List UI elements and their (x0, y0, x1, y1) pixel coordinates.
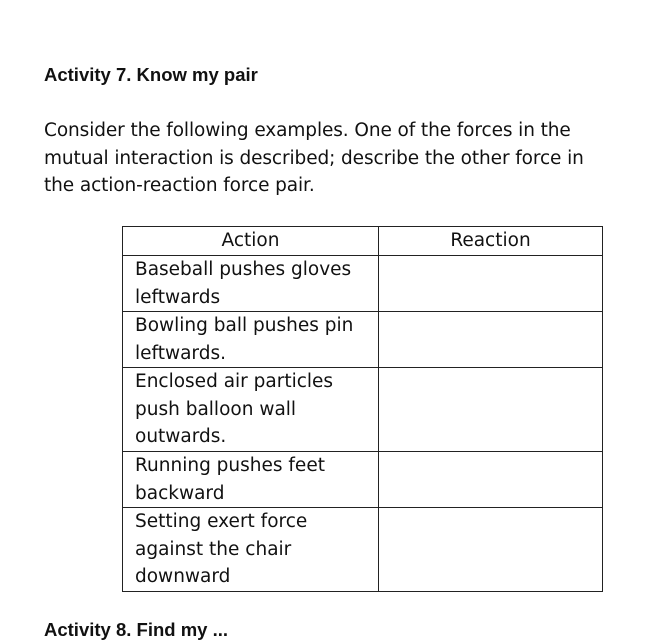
header-action: Action (123, 227, 379, 256)
table-row (123, 368, 603, 452)
reaction-cell (379, 452, 603, 508)
table-row (123, 452, 603, 508)
activity-title: Activity 7. Know my pair (44, 64, 258, 85)
table-row (123, 312, 603, 368)
header-reaction: Reaction (379, 227, 603, 256)
reaction-cell (379, 368, 603, 452)
activity-instructions: Consider the following examples. One of the forces in the mutual interaction is described; describe the other force in the action-reaction force pair. (44, 120, 584, 196)
table-row (123, 256, 603, 312)
table-row (123, 508, 603, 592)
action-cell: Enclosed air particles push balloon wall outwards. (123, 368, 379, 452)
reaction-cell (379, 312, 603, 368)
action-cell: Baseball pushes gloves leftwards (123, 256, 379, 312)
next-activity-title: Activity 8. Find my ... (44, 619, 229, 640)
reaction-cell (379, 256, 603, 312)
reaction-cell (379, 508, 603, 592)
action-cell: Bowling ball pushes pin leftwards. (123, 312, 379, 368)
action-cell: Setting exert force against the chair downward (123, 508, 379, 592)
table-header-row (123, 227, 603, 256)
action-reaction-table (122, 226, 603, 592)
action-cell: Running pushes feet backward (123, 452, 379, 508)
